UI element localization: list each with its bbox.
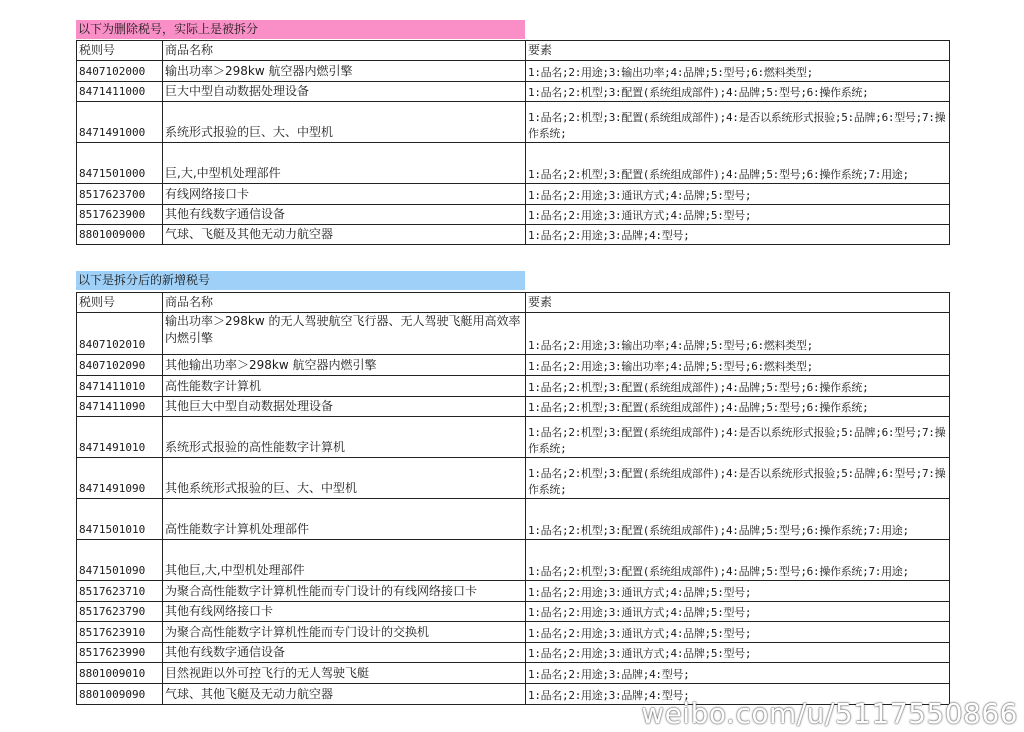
declaration-elements-cell: 1:品名;2:用途;3:通讯方式;4:品牌;5:型号;: [526, 622, 950, 643]
declaration-elements-cell: 1:品名;2:用途;3:通讯方式;4:品牌;5:型号;: [526, 184, 950, 205]
table-row: [77, 205, 950, 225]
product-name-cell: 其他输出功率＞298kw 航空器内燃引擎: [163, 355, 526, 376]
declaration-elements-cell: 1:品名;2:用途;3:品牌;4:型号;: [526, 663, 950, 684]
weibo-watermark: weibo.com/u/5117550866: [641, 697, 1018, 730]
new-section-title: 以下是拆分后的新增税号: [76, 271, 525, 290]
tariff-code-cell: 8801009090: [77, 684, 163, 705]
deleted-codes-table: [76, 40, 950, 245]
declaration-elements-cell: 1:品名;2:机型;3:配置(系统组成部件);4:品牌;5:型号;6:操作系统;7:用途;: [526, 499, 950, 540]
tariff-code-cell: 8517623910: [77, 622, 163, 643]
tariff-code-cell: 8471501000: [77, 143, 163, 184]
tariff-code-cell: 8517623710: [77, 581, 163, 602]
header-code: 税则号: [77, 41, 163, 61]
table-row: [77, 602, 950, 622]
deleted-section-title: 以下为删除税号，实际上是被拆分: [76, 20, 525, 39]
product-name-cell: 有线网络接口卡: [163, 184, 526, 205]
header-elements: 要素: [526, 41, 950, 61]
tariff-code-cell: 8407102010: [77, 313, 163, 355]
product-name-cell: 输出功率＞298kw 的无人驾驶航空飞行器、无人驾驶飞艇用高效率内燃引擎: [163, 313, 526, 355]
tariff-code-cell: 8471411090: [77, 397, 163, 417]
tariff-code-cell: 8471491090: [77, 458, 163, 499]
tariff-code-cell: 8471501090: [77, 540, 163, 581]
declaration-elements-cell: 1:品名;2:机型;3:配置(系统组成部件);4:是否以系统形式报验;5:品牌;6:型号;7:操作系统;: [526, 417, 950, 458]
tariff-code-cell: 8517623990: [77, 643, 163, 663]
table-row: [77, 458, 950, 499]
table-row: [77, 643, 950, 663]
table-row: [77, 581, 950, 602]
product-name-cell: 其他巨大中型自动数据处理设备: [163, 397, 526, 417]
table-row: [77, 499, 950, 540]
table-row: [77, 663, 950, 684]
product-name-cell: 目然视距以外可控飞行的无人驾驶飞艇: [163, 663, 526, 684]
table-row: [77, 313, 950, 355]
product-name-cell: 系统形式报验的巨、大、中型机: [163, 102, 526, 143]
product-name-cell: 为聚合高性能数字计算机性能而专门设计的有线网络接口卡: [163, 581, 526, 602]
product-name-cell: 为聚合高性能数字计算机性能而专门设计的交换机: [163, 622, 526, 643]
table-row: [77, 355, 950, 376]
declaration-elements-cell: 1:品名;2:用途;3:输出功率;4:品牌;5:型号;6:燃料类型;: [526, 61, 950, 82]
table-header-row: [77, 41, 950, 61]
table-row: [77, 225, 950, 245]
table-row: [77, 143, 950, 184]
tariff-code-cell: 8517623900: [77, 205, 163, 225]
product-name-cell: 其他有线数字通信设备: [163, 643, 526, 663]
product-name-cell: 输出功率＞298kw 航空器内燃引擎: [163, 61, 526, 82]
declaration-elements-cell: 1:品名;2:机型;3:配置(系统组成部件);4:品牌;5:型号;6:操作系统;7:用途;: [526, 143, 950, 184]
header-code: 税则号: [77, 293, 163, 313]
product-name-cell: 高性能数字计算机: [163, 376, 526, 397]
tariff-code-cell: 8801009010: [77, 663, 163, 684]
table-row: [77, 184, 950, 205]
table-header-row: [77, 293, 950, 313]
product-name-cell: 巨,大,中型机处理部件: [163, 143, 526, 184]
tariff-code-cell: 8471411010: [77, 376, 163, 397]
tariff-code-cell: 8471501010: [77, 499, 163, 540]
tariff-code-cell: 8471411000: [77, 82, 163, 102]
declaration-elements-cell: 1:品名;2:机型;3:配置(系统组成部件);4:品牌;5:型号;6:操作系统;: [526, 376, 950, 397]
table-row: [77, 102, 950, 143]
product-name-cell: 巨大中型自动数据处理设备: [163, 82, 526, 102]
tariff-code-cell: 8407102090: [77, 355, 163, 376]
declaration-elements-cell: 1:品名;2:机型;3:配置(系统组成部件);4:品牌;5:型号;6:操作系统;: [526, 397, 950, 417]
declaration-elements-cell: 1:品名;2:用途;3:品牌;4:型号;: [526, 225, 950, 245]
product-name-cell: 高性能数字计算机处理部件: [163, 499, 526, 540]
table-row: [77, 376, 950, 397]
declaration-elements-cell: 1:品名;2:用途;3:输出功率;4:品牌;5:型号;6:燃料类型;: [526, 355, 950, 376]
tariff-code-cell: 8801009000: [77, 225, 163, 245]
tariff-code-cell: 8517623790: [77, 602, 163, 622]
table-row: [77, 397, 950, 417]
declaration-elements-cell: 1:品名;2:用途;3:输出功率;4:品牌;5:型号;6:燃料类型;: [526, 313, 950, 355]
tariff-code-cell: 8471491000: [77, 102, 163, 143]
product-name-cell: 气球、飞艇及其他无动力航空器: [163, 225, 526, 245]
table-row: [77, 622, 950, 643]
header-name: 商品名称: [163, 293, 526, 313]
product-name-cell: 其他巨,大,中型机处理部件: [163, 540, 526, 581]
product-name-cell: 系统形式报验的高性能数字计算机: [163, 417, 526, 458]
declaration-elements-cell: 1:品名;2:机型;3:配置(系统组成部件);4:品牌;5:型号;6:操作系统;: [526, 82, 950, 102]
product-name-cell: 气球、其他飞艇及无动力航空器: [163, 684, 526, 705]
product-name-cell: 其他系统形式报验的巨、大、中型机: [163, 458, 526, 499]
declaration-elements-cell: 1:品名;2:用途;3:通讯方式;4:品牌;5:型号;: [526, 643, 950, 663]
declaration-elements-cell: 1:品名;2:用途;3:品牌;4:型号;: [526, 684, 950, 705]
declaration-elements-cell: 1:品名;2:机型;3:配置(系统组成部件);4:是否以系统形式报验;5:品牌;6:型号;7:操作系统;: [526, 102, 950, 143]
declaration-elements-cell: 1:品名;2:机型;3:配置(系统组成部件);4:品牌;5:型号;6:操作系统;7:用途;: [526, 540, 950, 581]
tariff-code-cell: 8471491010: [77, 417, 163, 458]
declaration-elements-cell: 1:品名;2:用途;3:通讯方式;4:品牌;5:型号;: [526, 205, 950, 225]
table-row: [77, 82, 950, 102]
declaration-elements-cell: 1:品名;2:用途;3:通讯方式;4:品牌;5:型号;: [526, 602, 950, 622]
product-name-cell: 其他有线数字通信设备: [163, 205, 526, 225]
declaration-elements-cell: 1:品名;2:用途;3:通讯方式;4:品牌;5:型号;: [526, 581, 950, 602]
table-row: [77, 417, 950, 458]
tariff-code-cell: 8407102000: [77, 61, 163, 82]
table-row: [77, 61, 950, 82]
product-name-cell: 其他有线网络接口卡: [163, 602, 526, 622]
header-name: 商品名称: [163, 41, 526, 61]
header-elements: 要素: [526, 293, 950, 313]
table-row: [77, 540, 950, 581]
tariff-code-cell: 8517623700: [77, 184, 163, 205]
new-codes-table: [76, 292, 950, 705]
declaration-elements-cell: 1:品名;2:机型;3:配置(系统组成部件);4:是否以系统形式报验;5:品牌;6:型号;7:操作系统;: [526, 458, 950, 499]
